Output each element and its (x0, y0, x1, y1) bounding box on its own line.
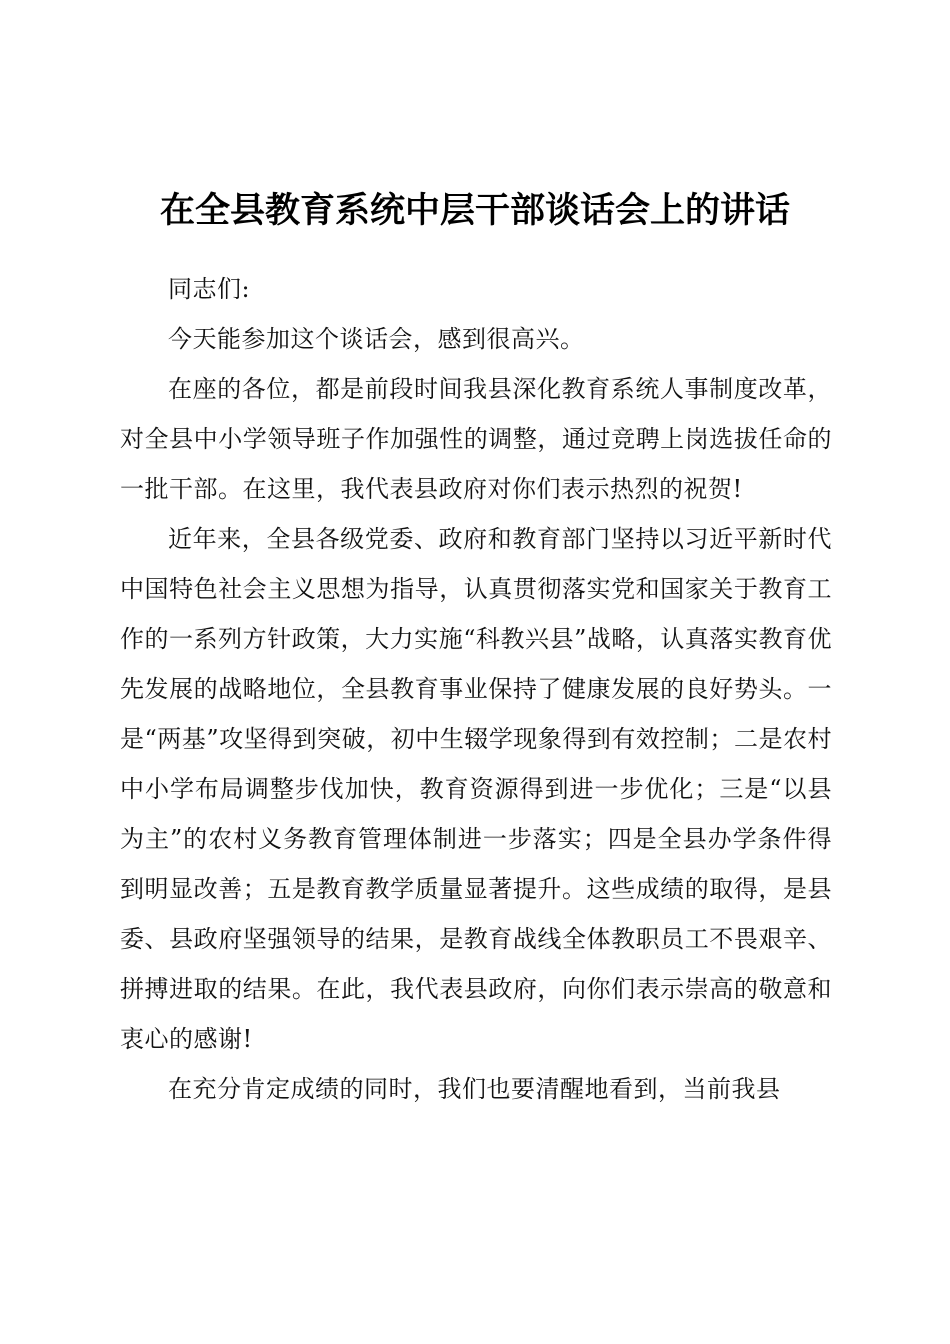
document-body (120, 264, 832, 1114)
paragraph-salutation: 同志们: (168, 275, 251, 303)
paragraph-opening: 今天能参加这个谈话会，感到很高兴。 (168, 325, 585, 353)
paragraph-achievements: 近年来，全县各级党委、政府和教育部门坚持以习近平新时代中国特色社会主义思想为指导，认真贯彻落实党和国家关于教育工作的一系列方针政策，大力实施“科教兴县”战略，认真落实教育优先发展的战略地位，全县教育事业保持了健康发展的良好势头。一是“两基”攻坚得到突破，初中生辍学现象得到有效控制；二是农村中小学布局调整步伐加快，教育资源得到进一步优化；三是“以县为主”的农村义务教育管理体制进一步落实；四是全县办学条件得到明显改善；五是教育教学质量显著提升。这些成绩的取得，是县委、县政府坚强领导的结果，是教育战线全体教职员工不畏艰辛、拼搏进取的结果。在此，我代表县政府，向你们表示崇高的敬意和衷心的感谢! (120, 525, 832, 1053)
paragraph-problems: 在充分肯定成绩的同时，我们也要清醒地看到，当前我县 (168, 1075, 781, 1103)
document-title: 在全县教育系统中层干部谈话会上的讲话 (159, 190, 790, 231)
paragraph-congratulation: 在座的各位，都是前段时间我县深化教育系统人事制度改革，对全县中小学领导班子作加强性的调整，通过竞聘上岗选拔任命的一批干部。在这里，我代表县政府对你们表示热烈的祝贺! (120, 375, 832, 503)
